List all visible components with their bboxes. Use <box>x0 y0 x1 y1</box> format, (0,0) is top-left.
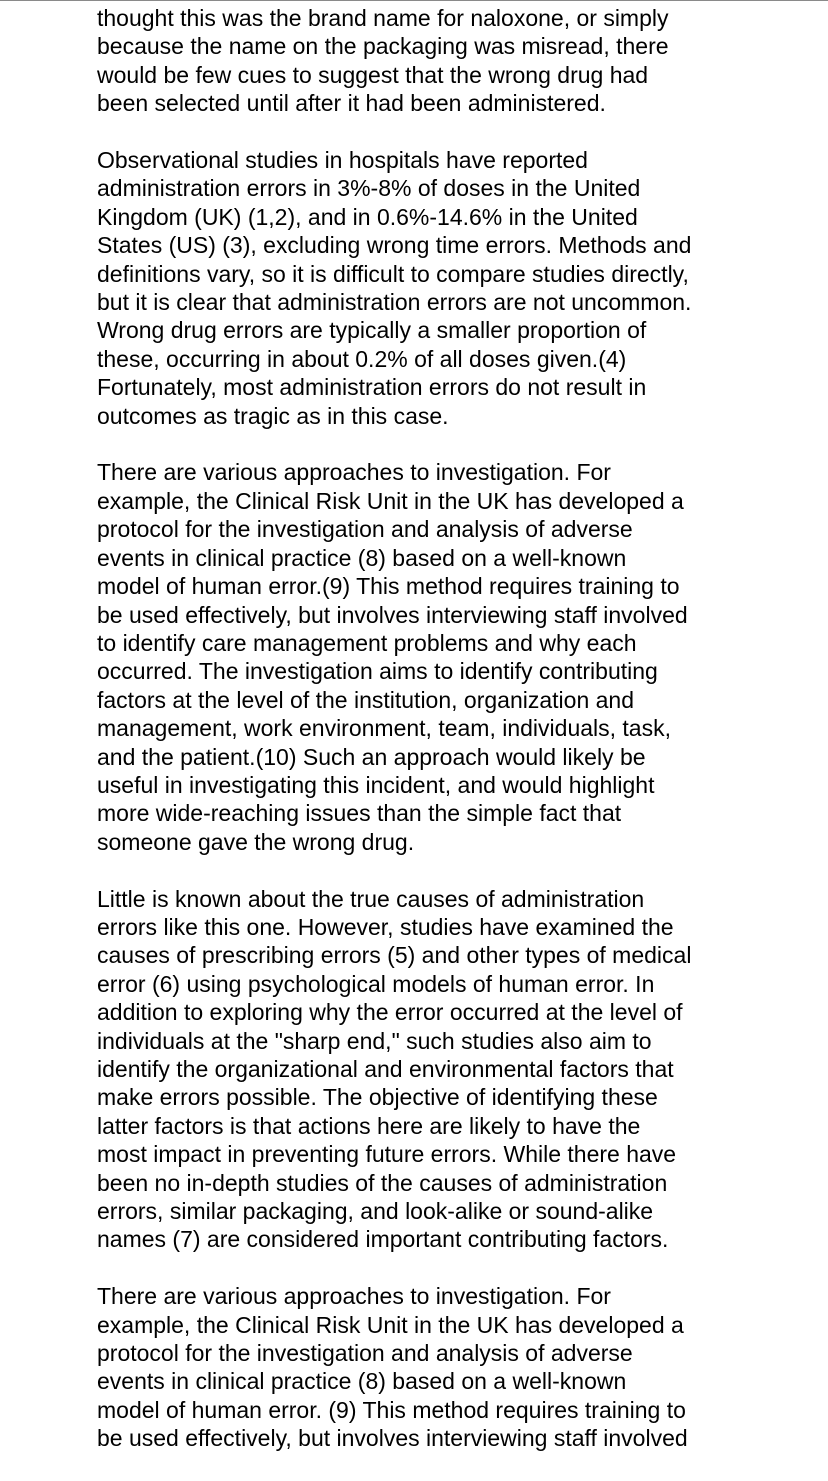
article-body <box>97 4 737 1481</box>
paragraph-investigation-approaches-repeat: There are various approaches to investigation. For example, the Clinical Risk Unit in the UK has developed a protocol for the investigation and analysis of adverse events in clinical practice (8) based on a well-known model of human error. (9) This method requires training to be used effectively, but involves interviewing staff involved <box>97 1283 688 1452</box>
paragraph-causes-of-errors: Little is known about the true causes of administration errors like this one. However, studies have examined the causes of prescribing errors (5) and other types of medical error (6) using psychological models of human error. In addition to exploring why the error occurred at the level of individuals at the "sharp end," such studies also aim to identify the organizational and environmental factors that make errors possible. The objective of identifying these latter factors is that actions here are likely to have the most impact in preventing future errors. While there have been no in-depth studies of the causes of administration errors, similar packaging, and look-alike or sound-alike names (7) are considered important contributing factors. <box>97 885 692 1253</box>
paragraph-investigation-approaches: There are various approaches to investigation. For example, the Clinical Risk Unit in the UK has developed a protocol for the investigation and analysis of adverse events in clinical practice (8) based on a well-known model of human error.(9) This method requires training to be used effectively, but involves interviewing staff involved to identify care management problems and why each occurred. The investigation aims to identify contributing factors at the level of the institution, organization and management, work environment, team, individuals, task, and the patient.(10) Such an approach would likely be useful in investigating this incident, and would highlight more wide-reaching issues than the simple fact that someone gave the wrong drug. <box>97 459 688 855</box>
paragraph-observational-studies: Observational studies in hospitals have reported administration errors in 3%-8% of doses in the United Kingdom (UK) (1,2), and in 0.6%-14.6% in the United States (US) (3), excluding wrong time errors. Methods and definitions vary, so it is difficult to compare studies directly, but it is clear that administration errors are not uncommon. Wrong drug errors are typically a smaller proportion of these, occurring in about 0.2% of all doses given.(4) Fortunately, most administration errors do not result in outcomes as tragic as in this case. <box>97 147 692 429</box>
top-divider <box>0 0 828 1</box>
paragraph-naloxone-misread: thought this was the brand name for naloxone, or simply because the name on the packaging was misread, there would be few cues to suggest that the wrong drug had been selected until after it had been administered. <box>97 5 669 117</box>
